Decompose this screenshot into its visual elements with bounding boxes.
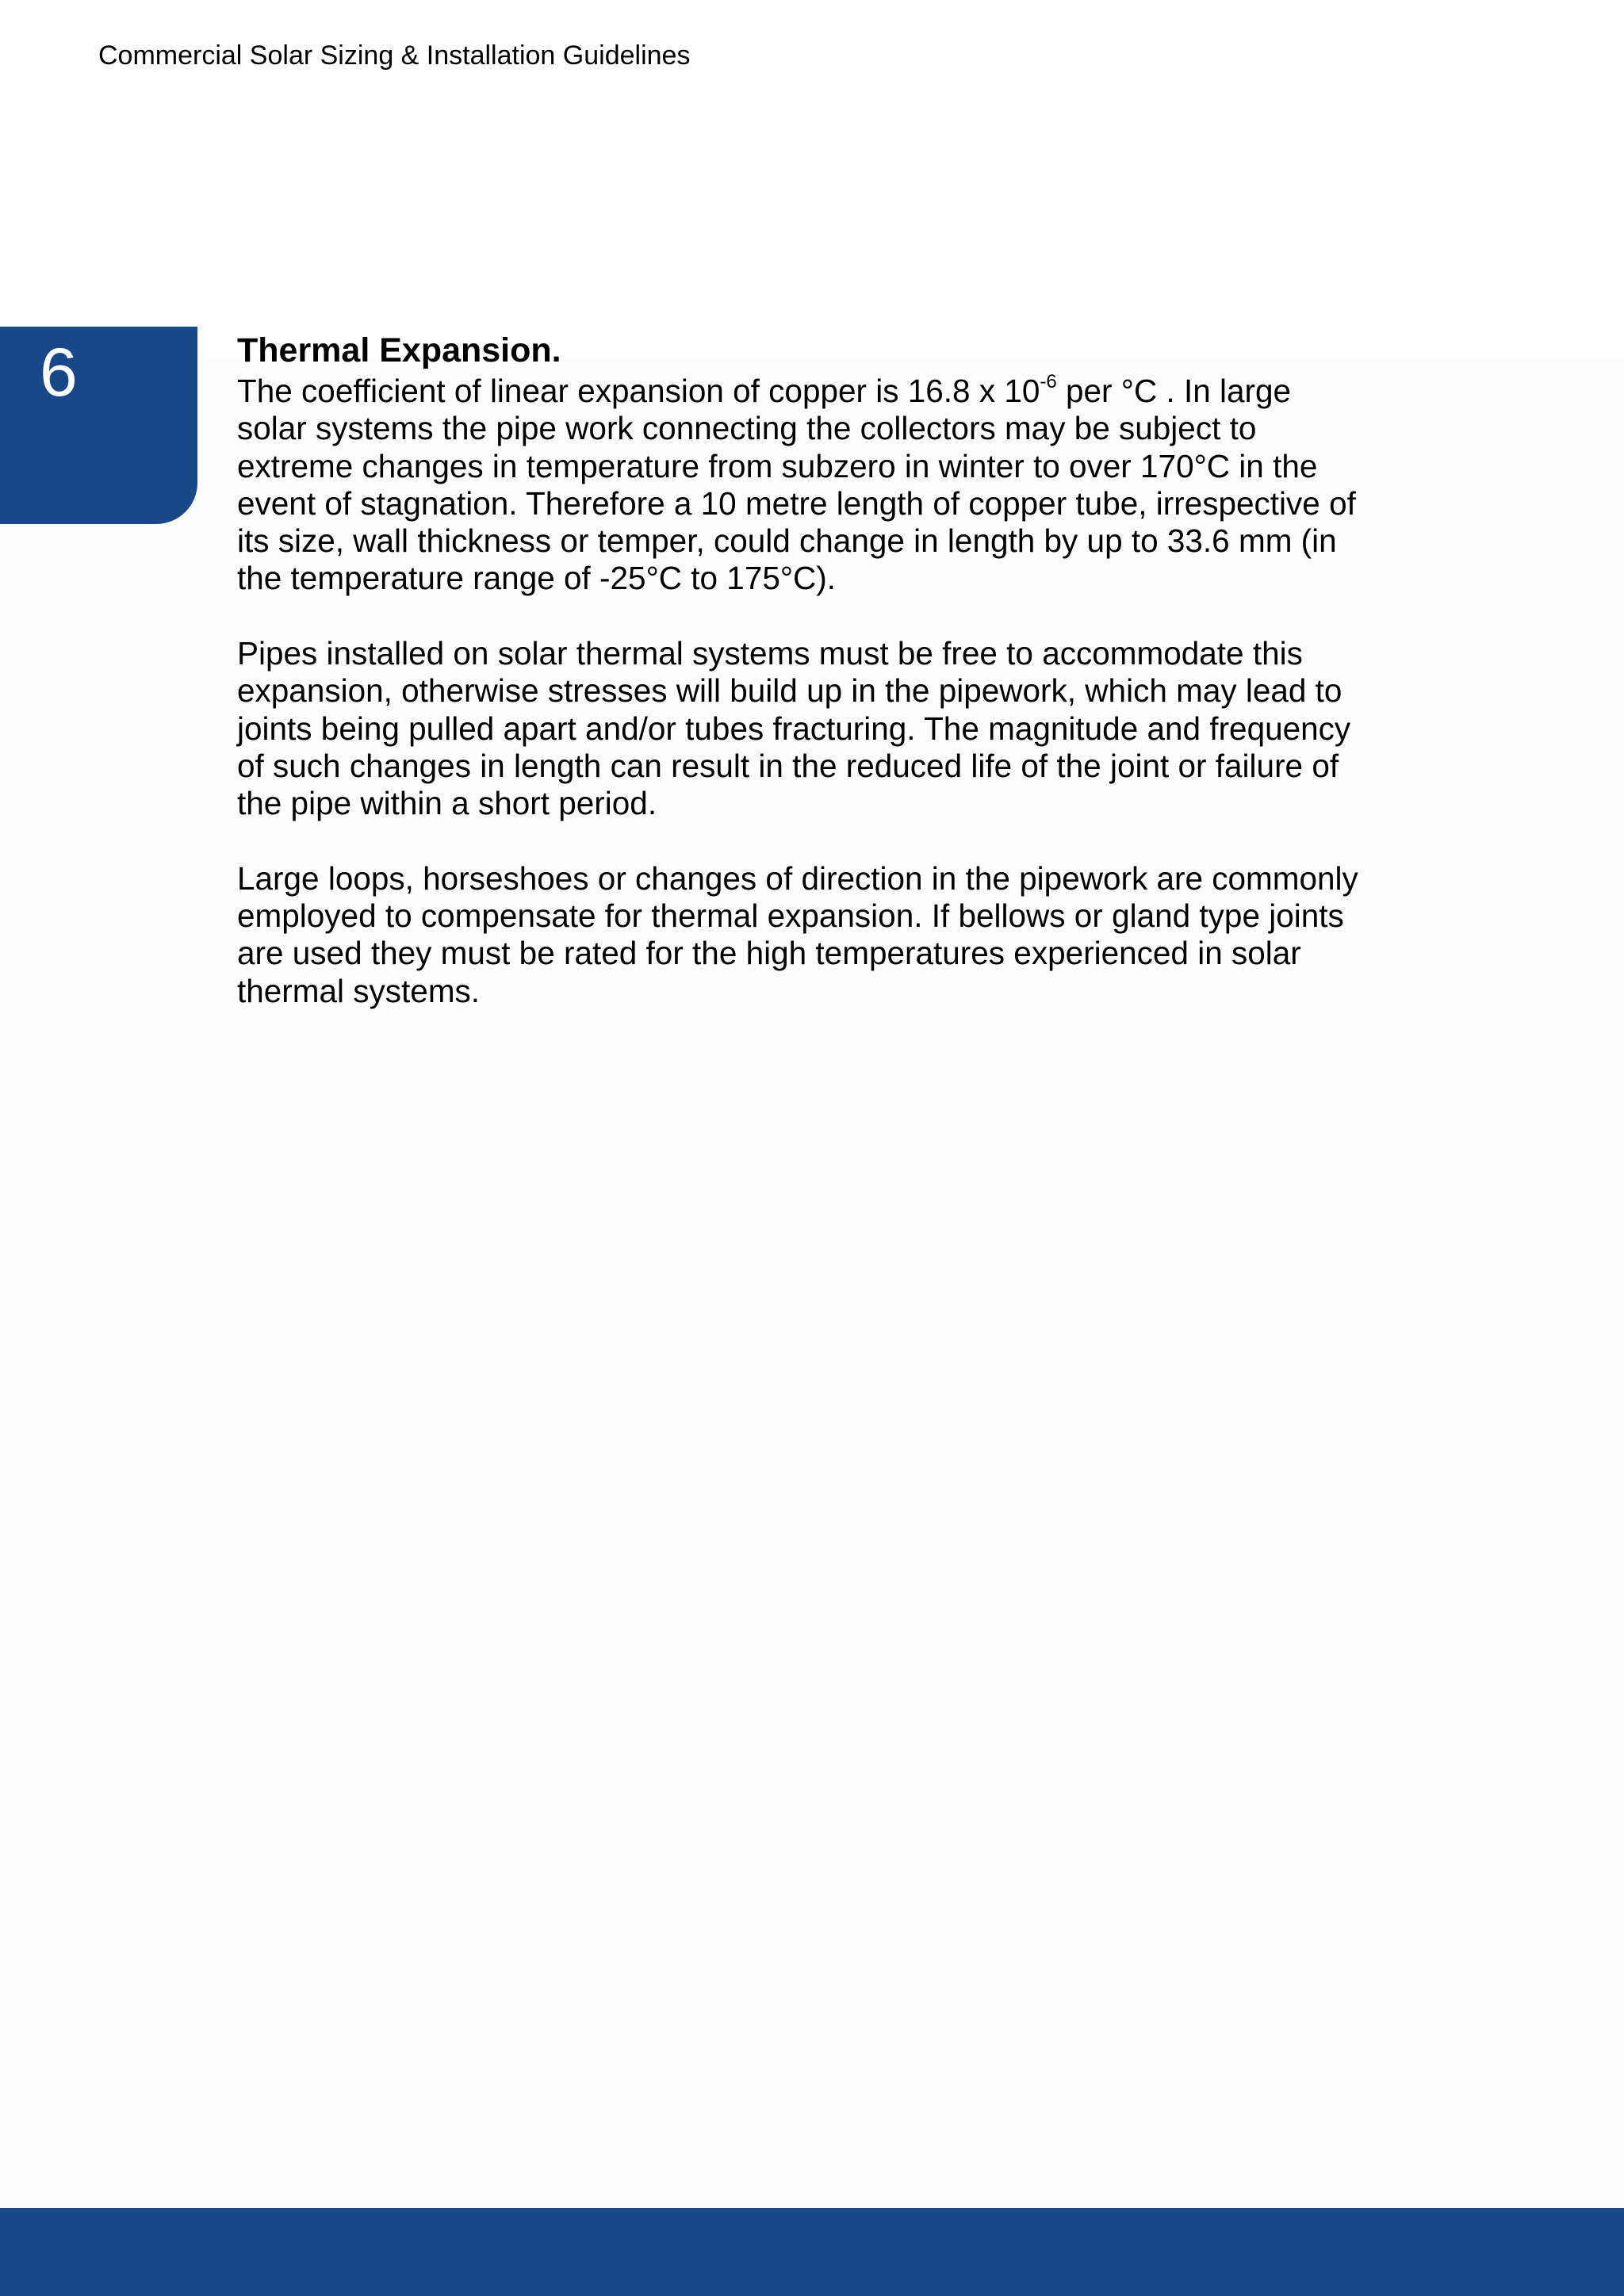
main-content: [237, 328, 1403, 1047]
exponent-superscript: -6: [1040, 371, 1057, 392]
paragraph-line: its size, wall thickness or temper, could change in length by up to 33.6 mm (in: [237, 522, 1337, 560]
paragraph-line: Pipes installed on solar thermal systems must be free to accommodate this: [237, 635, 1303, 672]
paragraph-thermal-coefficient: [237, 373, 1403, 598]
paragraph-line: thermal systems.: [237, 972, 481, 1009]
paragraph-line: expansion, otherwise stresses will build up in the pipework, which may lead to: [237, 672, 1342, 710]
chapter-tab: [0, 327, 197, 524]
paragraph-line: the pipe within a short period.: [237, 785, 657, 822]
paragraph-pipe-expansion: [237, 635, 1403, 822]
running-header: Commercial Solar Sizing & Installation Guidelines: [98, 40, 691, 71]
paragraph-line: employed to compensate for thermal expansion. If bellows or gland type joints: [237, 897, 1344, 935]
section-title: Thermal Expansion.: [237, 331, 561, 369]
paragraph-line: event of stagnation. Therefore a 10 metre length of copper tube, irrespective of: [237, 484, 1356, 522]
paragraph-text: per °C . In large: [1056, 373, 1292, 409]
paragraph-line: solar systems the pipe work connecting the collectors may be subject to: [237, 410, 1257, 447]
paragraph-line: of such changes in length can result in the reduced life of the joint or failure of: [237, 747, 1339, 784]
chapter-number: 6: [40, 335, 78, 411]
paragraph-line: Large loops, horseshoes or changes of direction in the pipework are commonly: [237, 859, 1358, 897]
paragraph-line: [237, 373, 1403, 410]
paragraph-compensation: [237, 860, 1403, 1010]
paragraph-line: extreme changes in temperature from subzero in winter to over 170°C in the: [237, 447, 1318, 484]
footer-bar: [0, 2208, 1624, 2296]
paragraph-line: the temperature range of -25°C to 175°C).: [237, 560, 837, 597]
paragraph-line: are used they must be rated for the high temperatures experienced in solar: [237, 935, 1301, 972]
paragraph-line: joints being pulled apart and/or tubes fracturing. The magnitude and frequency: [237, 710, 1351, 747]
paragraph-text: The coefficient of linear expansion of copper is 16.8 x 10: [237, 373, 1040, 409]
